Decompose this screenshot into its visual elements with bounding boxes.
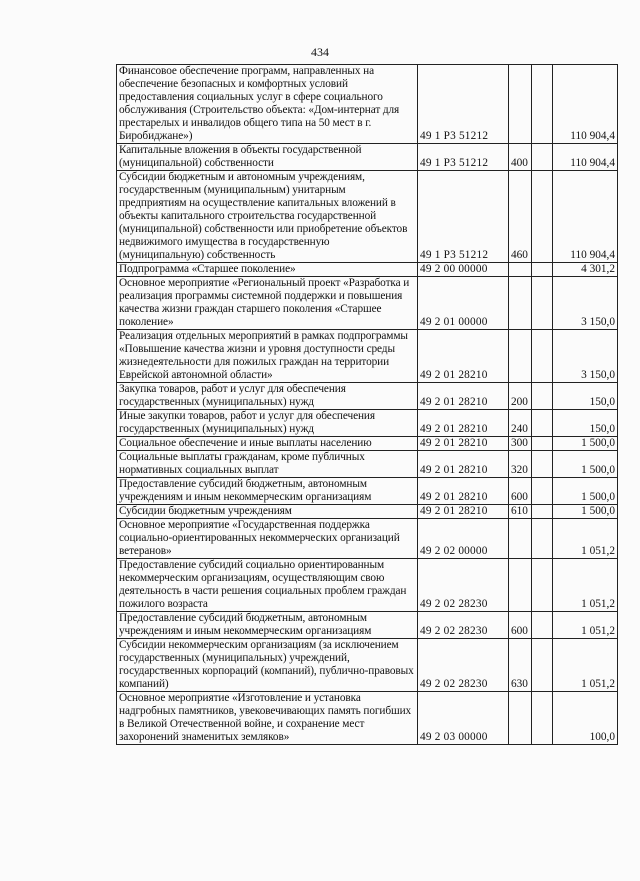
row-expense-type-cell [509, 559, 532, 612]
row-code-cell: 49 2 02 28230 [418, 639, 509, 692]
row-empty-cell [532, 639, 553, 692]
row-code-cell: 49 2 00 00000 [418, 263, 509, 277]
row-expense-type-cell: 320 [509, 451, 532, 478]
row-empty-cell [532, 478, 553, 505]
row-code-cell: 49 2 01 28210 [418, 505, 509, 519]
row-name-cell: Закупка товаров, работ и услуг для обеспечения государственных (муниципальных) нужд [117, 383, 418, 410]
row-expense-type-cell: 630 [509, 639, 532, 692]
row-expense-type-cell [509, 277, 532, 330]
table-row [117, 612, 618, 639]
row-amount-cell: 1 500,0 [553, 478, 618, 505]
row-empty-cell [532, 263, 553, 277]
row-empty-cell [532, 505, 553, 519]
table-row [117, 171, 618, 263]
row-empty-cell [532, 144, 553, 171]
page-number: 434 [311, 45, 329, 59]
row-expense-type-cell [509, 692, 532, 745]
row-name-cell: Реализация отдельных мероприятий в рамках подпрограммы «Повышение качества жизни и уровня доступности среды жизнедеятельности для пожилых граждан на территории Еврейской автономной области» [117, 330, 418, 383]
row-empty-cell [532, 65, 553, 144]
row-empty-cell [532, 692, 553, 745]
row-expense-type-cell: 200 [509, 383, 532, 410]
row-amount-cell: 4 301,2 [553, 263, 618, 277]
table-row [117, 65, 618, 144]
budget-table-body [117, 65, 618, 745]
row-expense-type-cell: 240 [509, 410, 532, 437]
row-code-cell: 49 2 01 28210 [418, 451, 509, 478]
row-empty-cell [532, 559, 553, 612]
budget-table [116, 64, 618, 745]
row-expense-type-cell: 400 [509, 144, 532, 171]
row-name-cell: Предоставление субсидий социально ориентированным некоммерческим организациям, осуществляющим свою деятельность в части решения социальных проблем граждан пожилого возраста [117, 559, 418, 612]
row-name-cell: Основное мероприятие «Изготовление и установка надгробных памятников, увековечивающих память погибших в Великой Отечественной войне, и сохранение мест захоронений знаменитых земляков» [117, 692, 418, 745]
row-name-cell: Основное мероприятие «Региональный проект «Разработка и реализация программы системной поддержки и повышения качества жизни граждан старшего поколения «Старшее поколение» [117, 277, 418, 330]
row-amount-cell: 150,0 [553, 410, 618, 437]
row-name-cell: Подпрограмма «Старшее поколение» [117, 263, 418, 277]
table-row [117, 277, 618, 330]
row-code-cell: 49 2 01 28210 [418, 383, 509, 410]
row-amount-cell: 110 904,4 [553, 144, 618, 171]
row-name-cell: Субсидии бюджетным и автономным учреждениям, государственным (муниципальным) унитарным предприятиям на осуществление капитальных вложений в объекты капитального строительства государственной (муниципальной) собственности или приобретение объектов недвижимого имущества в государственную (муниципальную) собственность [117, 171, 418, 263]
row-code-cell: 49 1 P3 51212 [418, 144, 509, 171]
row-empty-cell [532, 437, 553, 451]
row-amount-cell: 1 051,2 [553, 519, 618, 559]
row-amount-cell: 1 500,0 [553, 451, 618, 478]
table-row [117, 330, 618, 383]
row-code-cell: 49 1 P3 51212 [418, 65, 509, 144]
table-row [117, 478, 618, 505]
row-name-cell: Предоставление субсидий бюджетным, автономным учреждениям и иным некоммерческим организациям [117, 612, 418, 639]
row-code-cell: 49 2 01 00000 [418, 277, 509, 330]
table-row [117, 383, 618, 410]
row-empty-cell [532, 410, 553, 437]
row-name-cell: Иные закупки товаров, работ и услуг для обеспечения государственных (муниципальных) нужд [117, 410, 418, 437]
row-code-cell: 49 2 02 00000 [418, 519, 509, 559]
row-name-cell: Основное мероприятие «Государственная поддержка социально-ориентированных некоммерческих организаций ветеранов» [117, 519, 418, 559]
row-empty-cell [532, 171, 553, 263]
row-amount-cell: 1 051,2 [553, 559, 618, 612]
row-expense-type-cell: 600 [509, 612, 532, 639]
row-expense-type-cell [509, 330, 532, 383]
table-row [117, 410, 618, 437]
table-row [117, 144, 618, 171]
row-code-cell: 49 2 01 28210 [418, 478, 509, 505]
row-code-cell: 49 2 01 28210 [418, 437, 509, 451]
row-name-cell: Социальное обеспечение и иные выплаты населению [117, 437, 418, 451]
row-empty-cell [532, 277, 553, 330]
row-amount-cell: 1 051,2 [553, 612, 618, 639]
row-expense-type-cell: 610 [509, 505, 532, 519]
table-row [117, 263, 618, 277]
row-expense-type-cell: 600 [509, 478, 532, 505]
row-amount-cell: 1 500,0 [553, 437, 618, 451]
row-empty-cell [532, 519, 553, 559]
row-amount-cell: 3 150,0 [553, 277, 618, 330]
row-expense-type-cell: 460 [509, 171, 532, 263]
row-name-cell: Субсидии бюджетным учреждениям [117, 505, 418, 519]
row-expense-type-cell [509, 519, 532, 559]
table-row [117, 692, 618, 745]
row-code-cell: 49 2 03 00000 [418, 692, 509, 745]
row-name-cell: Социальные выплаты гражданам, кроме публичных нормативных социальных выплат [117, 451, 418, 478]
row-amount-cell: 1 051,2 [553, 639, 618, 692]
row-code-cell: 49 2 01 28210 [418, 330, 509, 383]
row-empty-cell [532, 330, 553, 383]
table-row [117, 451, 618, 478]
row-amount-cell: 150,0 [553, 383, 618, 410]
row-expense-type-cell [509, 65, 532, 144]
row-amount-cell: 110 904,4 [553, 65, 618, 144]
table-row [117, 437, 618, 451]
row-amount-cell: 100,0 [553, 692, 618, 745]
row-name-cell: Капитальные вложения в объекты государственной (муниципальной) собственности [117, 144, 418, 171]
row-code-cell: 49 2 02 28230 [418, 559, 509, 612]
row-empty-cell [532, 612, 553, 639]
row-code-cell: 49 2 02 28230 [418, 612, 509, 639]
row-empty-cell [532, 383, 553, 410]
row-code-cell: 49 2 01 28210 [418, 410, 509, 437]
table-row [117, 505, 618, 519]
row-name-cell: Финансовое обеспечение программ, направленных на обеспечение безопасных и комфортных условий предоставления социальных услуг в сфере социального обслуживания (Строительство объекта: «Дом-интернат для престарелых и инвалидов общего типа на 50 мест в г. Биробиджане») [117, 65, 418, 144]
row-empty-cell [532, 451, 553, 478]
row-amount-cell: 3 150,0 [553, 330, 618, 383]
table-row [117, 519, 618, 559]
row-expense-type-cell: 300 [509, 437, 532, 451]
row-amount-cell: 110 904,4 [553, 171, 618, 263]
row-expense-type-cell [509, 263, 532, 277]
table-row [117, 639, 618, 692]
row-amount-cell: 1 500,0 [553, 505, 618, 519]
row-name-cell: Предоставление субсидий бюджетным, автономным учреждениям и иным некоммерческим организациям [117, 478, 418, 505]
table-row [117, 559, 618, 612]
row-name-cell: Субсидии некоммерческим организациям (за исключением государственных (муниципальных) учреждений, государственных корпораций (компаний), публично-правовых компаний) [117, 639, 418, 692]
row-code-cell: 49 1 P3 51212 [418, 171, 509, 263]
